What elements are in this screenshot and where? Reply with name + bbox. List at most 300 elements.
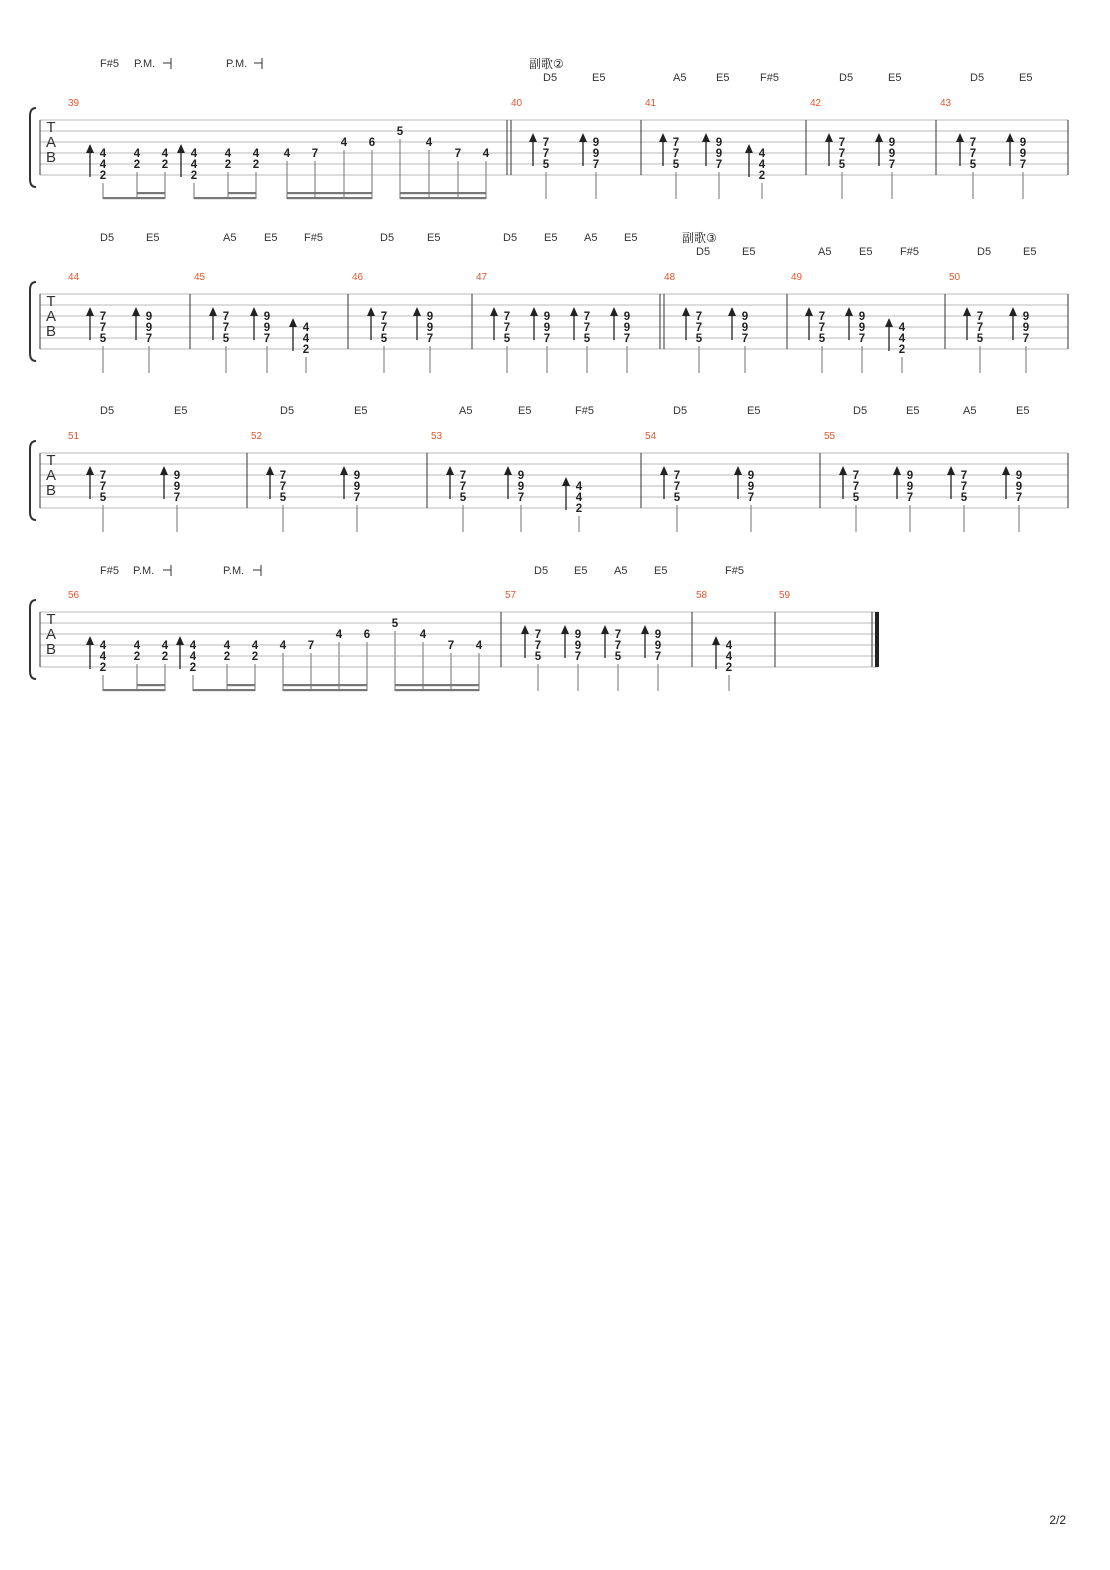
chord-name: D5 xyxy=(696,246,711,258)
fret-number: 7 xyxy=(672,148,680,160)
fret-number: 9 xyxy=(517,470,525,482)
strum-up-arrow-icon xyxy=(521,625,529,634)
fret-number: 4 xyxy=(99,159,107,171)
chord-name: F#5 xyxy=(900,246,919,258)
fret-number: 4 xyxy=(758,148,766,160)
fret-number: 5 xyxy=(614,651,622,663)
chord-name: E5 xyxy=(742,246,756,258)
fret-number: 5 xyxy=(695,333,703,345)
strum-up-arrow-icon xyxy=(641,625,649,634)
fret-number: 9 xyxy=(906,470,914,482)
system-bracket xyxy=(30,282,36,361)
note-beam-secondary xyxy=(137,684,165,686)
fret-number: 7 xyxy=(307,640,315,652)
fret-number: 2 xyxy=(251,651,259,663)
fret-number: 9 xyxy=(145,311,153,323)
fret-number: 5 xyxy=(818,333,826,345)
fret-number: 7 xyxy=(747,492,755,504)
fret-number: 9 xyxy=(543,322,551,334)
chord-name: A5 xyxy=(459,405,473,417)
fret-number: 2 xyxy=(161,159,169,171)
fret-number: 6 xyxy=(363,629,371,641)
fret-number: 2 xyxy=(190,170,198,182)
fret-number: 5 xyxy=(222,333,230,345)
fret-number: 4 xyxy=(133,148,141,160)
strum-up-arrow-icon xyxy=(561,625,569,634)
fret-number: 5 xyxy=(542,159,550,171)
palm-mute-label: P.M. xyxy=(223,565,245,577)
fret-number: 7 xyxy=(960,470,968,482)
fret-number: 5 xyxy=(380,333,388,345)
fret-number: 9 xyxy=(574,629,582,641)
fret-number: 7 xyxy=(818,322,826,334)
chord-name: E5 xyxy=(146,232,160,244)
chord-name: E5 xyxy=(1019,72,1033,84)
fret-number: 5 xyxy=(279,492,287,504)
chord-name: E5 xyxy=(544,232,558,244)
fret-number: 7 xyxy=(838,137,846,149)
fret-number: 4 xyxy=(251,640,259,652)
chord-name: E5 xyxy=(264,232,278,244)
fret-number: 2 xyxy=(133,651,141,663)
note-beam xyxy=(400,197,486,199)
palm-mute-label: P.M. xyxy=(133,565,155,577)
strum-up-arrow-icon xyxy=(805,307,813,316)
fret-number: 4 xyxy=(725,640,733,652)
fret-number: 7 xyxy=(543,333,551,345)
fret-number: 9 xyxy=(858,311,866,323)
chord-name: F#5 xyxy=(575,405,594,417)
measure-number: 56 xyxy=(68,590,80,601)
fret-number: 2 xyxy=(725,662,733,674)
fret-number: 5 xyxy=(976,333,984,345)
fret-number: 4 xyxy=(223,640,231,652)
strum-up-arrow-icon xyxy=(570,307,578,316)
fret-number: 2 xyxy=(758,170,766,182)
fret-number: 4 xyxy=(725,651,733,663)
strum-up-arrow-icon xyxy=(86,144,94,153)
fret-number: 4 xyxy=(302,322,310,334)
fret-number: 4 xyxy=(898,333,906,345)
fret-number: 7 xyxy=(818,311,826,323)
chord-name: A5 xyxy=(584,232,598,244)
fret-number: 7 xyxy=(574,651,582,663)
chord-name: F#5 xyxy=(100,58,119,70)
chord-name: E5 xyxy=(888,72,902,84)
chord-name: A5 xyxy=(818,246,832,258)
system-bracket xyxy=(30,441,36,520)
fret-number: 9 xyxy=(1022,322,1030,334)
note-beam-secondary xyxy=(283,684,367,686)
fret-number: 4 xyxy=(475,640,483,652)
measure-number: 43 xyxy=(940,98,952,109)
fret-number: 7 xyxy=(311,148,319,160)
strum-up-arrow-icon xyxy=(1006,133,1014,142)
fret-number: 7 xyxy=(858,333,866,345)
chord-name: D5 xyxy=(534,565,549,577)
chord-name: D5 xyxy=(380,232,395,244)
fret-number: 5 xyxy=(99,492,107,504)
fret-number: 2 xyxy=(302,344,310,356)
fret-number: 9 xyxy=(623,322,631,334)
fret-number: 9 xyxy=(263,311,271,323)
section-label: 副歌② xyxy=(529,57,564,71)
fret-number: 7 xyxy=(583,311,591,323)
fret-number: 7 xyxy=(454,148,462,160)
note-beam xyxy=(194,197,256,199)
strum-up-arrow-icon xyxy=(728,307,736,316)
measure-number: 44 xyxy=(68,272,80,283)
system-bracket xyxy=(30,600,36,679)
note-beam xyxy=(103,197,165,199)
chord-name: D5 xyxy=(280,405,295,417)
strum-up-arrow-icon xyxy=(160,466,168,475)
chord-name: E5 xyxy=(518,405,532,417)
measure-number: 42 xyxy=(810,98,822,109)
strum-up-arrow-icon xyxy=(490,307,498,316)
fret-number: 7 xyxy=(960,481,968,493)
chord-name: E5 xyxy=(654,565,668,577)
palm-mute-end-bracket xyxy=(253,565,261,576)
fret-number: 7 xyxy=(380,311,388,323)
strum-up-arrow-icon xyxy=(86,307,94,316)
fret-number: 5 xyxy=(99,333,107,345)
note-beam xyxy=(103,689,165,691)
chord-name: E5 xyxy=(354,405,368,417)
fret-number: 7 xyxy=(741,333,749,345)
strum-up-arrow-icon xyxy=(176,636,184,645)
strum-up-arrow-icon xyxy=(340,466,348,475)
fret-number: 5 xyxy=(838,159,846,171)
strum-up-arrow-icon xyxy=(963,307,971,316)
note-beam-secondary xyxy=(287,192,372,194)
fret-number: 7 xyxy=(695,322,703,334)
fret-number: 7 xyxy=(426,333,434,345)
fret-number: 9 xyxy=(747,470,755,482)
strum-up-arrow-icon xyxy=(177,144,185,153)
chord-name: E5 xyxy=(1016,405,1030,417)
tab-clef-letter: A xyxy=(45,308,57,325)
final-barline-thick xyxy=(875,612,879,667)
note-beam-secondary xyxy=(137,192,165,194)
strum-up-arrow-icon xyxy=(947,466,955,475)
fret-number: 9 xyxy=(858,322,866,334)
palm-mute-end-bracket xyxy=(163,58,171,69)
fret-number: 7 xyxy=(672,137,680,149)
chord-name: F#5 xyxy=(725,565,744,577)
fret-number: 4 xyxy=(190,159,198,171)
chord-name: D5 xyxy=(673,405,688,417)
fret-number: 5 xyxy=(534,651,542,663)
fret-number: 9 xyxy=(263,322,271,334)
strum-up-arrow-icon xyxy=(893,466,901,475)
measure-number: 40 xyxy=(511,98,523,109)
measure-number: 52 xyxy=(251,431,263,442)
fret-number: 9 xyxy=(888,137,896,149)
chord-name: A5 xyxy=(673,72,687,84)
chord-name: D5 xyxy=(100,232,115,244)
chord-name: A5 xyxy=(963,405,977,417)
chord-name: E5 xyxy=(174,405,188,417)
strum-up-arrow-icon xyxy=(446,466,454,475)
tab-clef-letter: A xyxy=(45,467,57,484)
measure-number: 50 xyxy=(949,272,961,283)
section-label: 副歌③ xyxy=(682,231,717,245)
strum-up-arrow-icon xyxy=(825,133,833,142)
chord-name: E5 xyxy=(624,232,638,244)
strum-up-arrow-icon xyxy=(745,144,753,153)
fret-number: 7 xyxy=(623,333,631,345)
fret-number: 7 xyxy=(503,322,511,334)
chord-name: E5 xyxy=(574,565,588,577)
palm-mute-end-bracket xyxy=(163,565,171,576)
strum-up-arrow-icon xyxy=(579,133,587,142)
chord-name: D5 xyxy=(839,72,854,84)
strum-up-arrow-icon xyxy=(610,307,618,316)
fret-number: 7 xyxy=(99,311,107,323)
strum-up-arrow-icon xyxy=(86,466,94,475)
strum-up-arrow-icon xyxy=(734,466,742,475)
fret-number: 2 xyxy=(189,662,197,674)
tab-clef-letter: A xyxy=(45,134,57,151)
fret-number: 7 xyxy=(906,492,914,504)
palm-mute-end-bracket xyxy=(254,58,262,69)
fret-number: 5 xyxy=(396,126,404,138)
fret-number: 9 xyxy=(517,481,525,493)
fret-number: 2 xyxy=(898,344,906,356)
page-number: 2/2 xyxy=(1049,1513,1066,1527)
strum-up-arrow-icon xyxy=(845,307,853,316)
measure-number: 49 xyxy=(791,272,803,283)
fret-number: 4 xyxy=(302,333,310,345)
chord-name: D5 xyxy=(100,405,115,417)
note-beam xyxy=(193,689,255,691)
fret-number: 7 xyxy=(715,159,723,171)
chord-name: A5 xyxy=(223,232,237,244)
fret-number: 9 xyxy=(145,322,153,334)
fret-number: 9 xyxy=(353,470,361,482)
fret-number: 7 xyxy=(99,322,107,334)
fret-number: 7 xyxy=(503,311,511,323)
fret-number: 5 xyxy=(673,492,681,504)
fret-number: 9 xyxy=(906,481,914,493)
fret-number: 9 xyxy=(1022,311,1030,323)
fret-number: 7 xyxy=(380,322,388,334)
fret-number: 2 xyxy=(224,159,232,171)
tab-clef-letter: B xyxy=(45,482,57,499)
strum-up-arrow-icon xyxy=(209,307,217,316)
chord-name: E5 xyxy=(427,232,441,244)
fret-number: 4 xyxy=(419,629,427,641)
fret-number: 2 xyxy=(223,651,231,663)
fret-number: 9 xyxy=(173,470,181,482)
fret-number: 4 xyxy=(133,640,141,652)
fret-number: 2 xyxy=(575,503,583,515)
strum-up-arrow-icon xyxy=(875,133,883,142)
tab-clef-letter: B xyxy=(45,149,57,166)
fret-number: 9 xyxy=(623,311,631,323)
fret-number: 2 xyxy=(133,159,141,171)
fret-number: 4 xyxy=(190,148,198,160)
measure-number: 46 xyxy=(352,272,364,283)
fret-number: 4 xyxy=(99,651,107,663)
fret-number: 7 xyxy=(1022,333,1030,345)
fret-number: 7 xyxy=(654,651,662,663)
strum-up-arrow-icon xyxy=(266,466,274,475)
fret-number: 4 xyxy=(161,640,169,652)
tab-clef-letter: T xyxy=(46,119,56,136)
chord-name: E5 xyxy=(859,246,873,258)
measure-number: 41 xyxy=(645,98,657,109)
fret-number: 7 xyxy=(99,470,107,482)
tab-clef-letter: T xyxy=(46,452,56,469)
fret-number: 7 xyxy=(542,137,550,149)
fret-number: 4 xyxy=(189,651,197,663)
tab-clef-letter: B xyxy=(45,641,57,658)
strum-up-arrow-icon xyxy=(682,307,690,316)
strum-up-arrow-icon xyxy=(413,307,421,316)
fret-number: 7 xyxy=(976,311,984,323)
strum-up-arrow-icon xyxy=(250,307,258,316)
measure-number: 45 xyxy=(194,272,206,283)
fret-number: 9 xyxy=(592,137,600,149)
strum-up-arrow-icon xyxy=(1002,466,1010,475)
fret-number: 9 xyxy=(741,322,749,334)
fret-number: 5 xyxy=(391,618,399,630)
fret-number: 4 xyxy=(758,159,766,171)
measure-number: 48 xyxy=(664,272,676,283)
fret-number: 4 xyxy=(161,148,169,160)
fret-number: 7 xyxy=(447,640,455,652)
fret-number: 7 xyxy=(459,470,467,482)
fret-number: 7 xyxy=(976,322,984,334)
fret-number: 7 xyxy=(222,322,230,334)
fret-number: 7 xyxy=(353,492,361,504)
fret-number: 4 xyxy=(279,640,287,652)
strum-up-arrow-icon xyxy=(660,466,668,475)
fret-number: 4 xyxy=(189,640,197,652)
measure-number: 53 xyxy=(431,431,443,442)
fret-number: 7 xyxy=(614,640,622,652)
fret-number: 7 xyxy=(145,333,153,345)
palm-mute-label: P.M. xyxy=(226,58,248,70)
measure-number: 58 xyxy=(696,590,708,601)
chord-name: D5 xyxy=(543,72,558,84)
chord-name: F#5 xyxy=(100,565,119,577)
strum-up-arrow-icon xyxy=(132,307,140,316)
tab-clef-letter: T xyxy=(46,611,56,628)
fret-number: 7 xyxy=(534,629,542,641)
system-bracket xyxy=(30,108,36,187)
fret-number: 9 xyxy=(741,311,749,323)
measure-number: 51 xyxy=(68,431,80,442)
fret-number: 9 xyxy=(543,311,551,323)
chord-name: E5 xyxy=(716,72,730,84)
fret-number: 2 xyxy=(99,662,107,674)
fret-number: 9 xyxy=(1015,470,1023,482)
fret-number: 5 xyxy=(583,333,591,345)
chord-name: E5 xyxy=(747,405,761,417)
fret-number: 9 xyxy=(353,481,361,493)
measure-number: 59 xyxy=(779,590,791,601)
fret-number: 9 xyxy=(574,640,582,652)
fret-number: 7 xyxy=(542,148,550,160)
note-beam-secondary xyxy=(395,684,479,686)
fret-number: 4 xyxy=(898,322,906,334)
fret-number: 5 xyxy=(503,333,511,345)
fret-number: 4 xyxy=(575,492,583,504)
fret-number: 7 xyxy=(173,492,181,504)
measure-number: 57 xyxy=(505,590,517,601)
note-beam-secondary xyxy=(227,684,255,686)
tab-clef-letter: B xyxy=(45,323,57,340)
fret-number: 7 xyxy=(673,470,681,482)
strum-up-arrow-icon xyxy=(712,636,720,645)
chord-name: D5 xyxy=(853,405,868,417)
note-beam xyxy=(287,197,372,199)
fret-number: 9 xyxy=(1019,148,1027,160)
fret-number: 9 xyxy=(654,629,662,641)
chord-name: E5 xyxy=(592,72,606,84)
fret-number: 9 xyxy=(888,148,896,160)
strum-up-arrow-icon xyxy=(956,133,964,142)
fret-number: 7 xyxy=(222,311,230,323)
fret-number: 9 xyxy=(426,322,434,334)
fret-number: 5 xyxy=(672,159,680,171)
fret-number: 7 xyxy=(852,481,860,493)
strum-up-arrow-icon xyxy=(839,466,847,475)
fret-number: 5 xyxy=(852,492,860,504)
note-beam xyxy=(395,689,479,691)
measure-number: 54 xyxy=(645,431,657,442)
chord-name: A5 xyxy=(614,565,628,577)
fret-number: 7 xyxy=(969,148,977,160)
chord-name: D5 xyxy=(503,232,518,244)
strum-up-arrow-icon xyxy=(702,133,710,142)
fret-number: 9 xyxy=(426,311,434,323)
fret-number: 9 xyxy=(747,481,755,493)
fret-number: 4 xyxy=(575,481,583,493)
fret-number: 9 xyxy=(1015,481,1023,493)
fret-number: 7 xyxy=(534,640,542,652)
fret-number: 5 xyxy=(969,159,977,171)
chord-name: F#5 xyxy=(760,72,779,84)
fret-number: 9 xyxy=(1019,137,1027,149)
strum-up-arrow-icon xyxy=(86,636,94,645)
fret-number: 7 xyxy=(1015,492,1023,504)
fret-number: 4 xyxy=(425,137,433,149)
strum-up-arrow-icon xyxy=(659,133,667,142)
fret-number: 7 xyxy=(969,137,977,149)
fret-number: 4 xyxy=(252,148,260,160)
note-beam-secondary xyxy=(400,192,486,194)
strum-up-arrow-icon xyxy=(530,307,538,316)
strum-up-arrow-icon xyxy=(601,625,609,634)
fret-number: 7 xyxy=(263,333,271,345)
fret-number: 4 xyxy=(99,148,107,160)
chord-name: D5 xyxy=(970,72,985,84)
fret-number: 5 xyxy=(960,492,968,504)
strum-up-arrow-icon xyxy=(529,133,537,142)
fret-number: 2 xyxy=(99,170,107,182)
fret-number: 5 xyxy=(459,492,467,504)
fret-number: 7 xyxy=(459,481,467,493)
fret-number: 7 xyxy=(1019,159,1027,171)
fret-number: 4 xyxy=(340,137,348,149)
strum-up-arrow-icon xyxy=(367,307,375,316)
fret-number: 9 xyxy=(654,640,662,652)
fret-number: 7 xyxy=(279,470,287,482)
